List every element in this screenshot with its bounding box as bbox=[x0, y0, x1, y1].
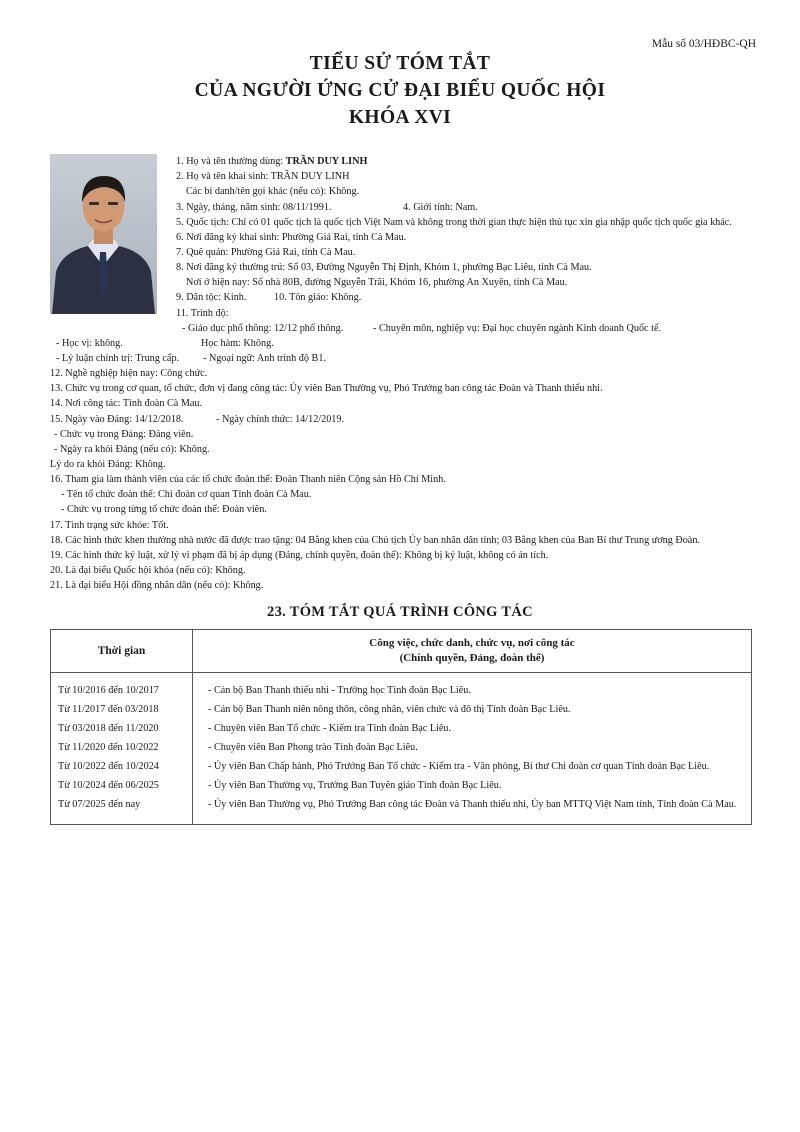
bio-party-leave-reason: Lý do ra khỏi Đảng: Không. bbox=[50, 459, 166, 470]
candidate-photo bbox=[50, 154, 157, 314]
time-entry: Từ 10/2022 đến 10/2024 bbox=[58, 761, 159, 772]
bio-birth-registration: 6. Nơi đăng ký khai sinh: Phường Giá Rai, tỉnh Cà Mau. bbox=[176, 232, 407, 243]
job-entry: - Ủy viên Ban Thường vụ, Trưởng Ban Tuyên giáo Tỉnh đoàn Bạc Liêu. bbox=[208, 780, 502, 791]
bio-hometown: 7. Quê quán: Phường Giá Rai, tỉnh Cà Mau. bbox=[176, 247, 356, 258]
bio-organization-name: - Tên tổ chức đoàn thể: Chi đoàn cơ quan Tỉnh đoàn Cà Mau. bbox=[61, 489, 312, 500]
bio-organizations: 16. Tham gia làm thành viên của các tổ chức đoàn thể: Đoàn Thanh niên Cộng sản Hồ Chí Minh. bbox=[50, 474, 446, 485]
bio-gender: 4. Giới tính: Nam. bbox=[403, 202, 478, 213]
column-header-job-title: Công việc, chức danh, chức vụ, nơi công tác bbox=[369, 637, 575, 649]
bio-aliases: Các bí danh/tên gọi khác (nếu có): Không. bbox=[186, 186, 360, 197]
bio-foreign-language: - Ngoại ngữ: Anh trình độ B1. bbox=[203, 353, 326, 364]
time-entry: Từ 07/2025 đến nay bbox=[58, 799, 141, 810]
bio-discipline: 19. Các hình thức kỷ luật, xử lý vi phạm đã bị áp dụng (Đảng, chính quyền, đoàn thể): Không bị kỷ luật, không có án tích. bbox=[50, 550, 549, 561]
bio-political-theory: - Lý luận chính trị: Trung cấp. bbox=[56, 353, 180, 364]
bio-awards: 18. Các hình thức khen thưởng nhà nước đã được trao tặng: 04 Bằng khen của Chủ tịch Ủy ban nhân dân tỉnh; 03 Bằng khen của Ban Bí thư Trung ương Đoàn. bbox=[50, 535, 700, 546]
title-line-2: CỦA NGƯỜI ỨNG CỬ ĐẠI BIỂU QUỐC HỘI bbox=[194, 80, 606, 101]
title-line-1: TIỂU SỬ TÓM TẮT bbox=[309, 53, 491, 74]
bio-party-join-date: 15. Ngày vào Đảng: 14/12/2018. bbox=[50, 414, 184, 425]
job-list bbox=[193, 673, 751, 824]
job-entry: - Chuyên viên Ban Phong trào Tỉnh đoàn Bạc Liêu. bbox=[208, 742, 418, 753]
bio-nationality: 5. Quốc tịch: Chỉ có 01 quốc tịch là quốc tịch Việt Nam và không trong thời gian thực hiện thủ tục xin gia nhập quốc tịch quốc gia khác. bbox=[176, 217, 732, 228]
bio-ethnicity: 9. Dân tộc: Kinh. bbox=[176, 292, 247, 303]
bio-professional-education: - Chuyên môn, nghiệp vụ: Đại học chuyên ngành Kinh doanh Quốc tế. bbox=[373, 323, 662, 334]
bio-organization-role: - Chức vụ trong từng tổ chức đoàn thể: Đoàn viên. bbox=[61, 504, 267, 515]
bio-occupation: 12. Nghề nghiệp hiện nay: Công chức. bbox=[50, 368, 208, 379]
work-history-table bbox=[50, 629, 752, 825]
bio-party-position: - Chức vụ trong Đảng: Đảng viên. bbox=[54, 429, 194, 440]
time-list bbox=[51, 673, 192, 824]
bio-academic-title: Học hàm: Không. bbox=[201, 338, 274, 349]
bio-council-deputy: 21. Là đại biểu Hội đồng nhân dân (nếu có): Không. bbox=[50, 580, 264, 591]
job-column bbox=[193, 673, 752, 825]
job-entry: - Cán bộ Ban Thanh niên nông thôn, công nhân, viên chức và đô thị Tỉnh đoàn Bạc Liêu. bbox=[208, 704, 571, 715]
bio-party-leave-date: - Ngày ra khỏi Đảng (nếu có): Không. bbox=[54, 444, 210, 455]
time-entry: Từ 11/2020 đến 10/2022 bbox=[58, 742, 159, 753]
bio-common-name: 1. Họ và tên thường dùng: TRẦN DUY LINH bbox=[176, 156, 368, 167]
title-line-3: KHÓA XVI bbox=[348, 107, 452, 128]
work-history-title: 23. TÓM TẮT QUÁ TRÌNH CÔNG TÁC bbox=[267, 604, 533, 620]
column-header-time: Thời gian bbox=[51, 630, 193, 673]
bio-degree: - Học vị: không. bbox=[56, 338, 123, 349]
time-column bbox=[51, 673, 193, 825]
bio-birth-date: 3. Ngày, tháng, năm sinh: 08/11/1991. bbox=[176, 202, 332, 213]
bio-position: 13. Chức vụ trong cơ quan, tổ chức, đơn vị đang công tác: Ủy viên Ban Thường vụ, Phó Trưởng ban công tác Đoàn và Thanh thiếu nhi. bbox=[50, 383, 603, 394]
bio-health: 17. Tình trạng sức khỏe: Tốt. bbox=[50, 520, 169, 531]
bio-birth-name: 2. Họ và tên khai sinh: TRẦN DUY LINH bbox=[176, 171, 350, 182]
bio-party-official-date: - Ngày chính thức: 14/12/2019. bbox=[216, 414, 345, 425]
job-entry: - Ủy viên Ban Thường vụ, Phó Trưởng Ban công tác Đoàn và Thanh thiếu nhi, Ủy ban MTTQ Việt Nam tỉnh, Tỉnh đoàn Cà Mau. bbox=[208, 799, 737, 810]
time-entry: Từ 10/2016 đến 10/2017 bbox=[58, 685, 159, 696]
column-header-job bbox=[193, 630, 752, 673]
time-entry: Từ 10/2024 đến 06/2025 bbox=[58, 780, 159, 791]
job-entry: - Ủy viên Ban Chấp hành, Phó Trưởng Ban Tổ chức - Kiểm tra - Văn phòng, Bí thư Chi đoàn cơ quan Tỉnh đoàn Bạc Liêu. bbox=[208, 761, 710, 772]
table-body-row bbox=[51, 673, 752, 825]
time-entry: Từ 11/2017 đến 03/2018 bbox=[58, 704, 159, 715]
column-header-job-subtitle: (Chính quyền, Đảng, đoàn thể) bbox=[399, 652, 545, 664]
bio-workplace: 14. Nơi công tác: Tỉnh đoàn Cà Mau. bbox=[50, 398, 203, 409]
job-entry: - Cán bộ Ban Thanh thiếu nhi - Trường học Tỉnh đoàn Bạc Liêu. bbox=[208, 685, 471, 696]
time-entry: Từ 03/2018 đến 11/2020 bbox=[58, 723, 159, 734]
bio-current-address: Nơi ở hiện nay: Số nhà 80B, đường Nguyễn Trãi, Khóm 16, phường An Xuyên, tỉnh Cà Mau. bbox=[186, 277, 568, 288]
table-header-row bbox=[51, 630, 752, 673]
bio-education-heading: 11. Trình độ: bbox=[176, 308, 229, 319]
job-entry: - Chuyên viên Ban Tổ chức - Kiểm tra Tỉnh đoàn Bạc Liêu. bbox=[208, 723, 452, 734]
bio-general-education: - Giáo dục phổ thông: 12/12 phổ thông. bbox=[182, 323, 344, 334]
bio-religion: 10. Tôn giáo: Không. bbox=[274, 292, 362, 303]
form-number: Mẫu số 03/HĐBC-QH bbox=[651, 38, 756, 50]
bio-permanent-address: 8. Nơi đăng ký thường trú: Số 03, Đường Nguyễn Thị Định, Khóm 1, phường Bạc Liêu, tỉnh Cà Mau. bbox=[176, 262, 592, 273]
bio-na-deputy: 20. Là đại biểu Quốc hội khóa (nếu có): Không. bbox=[50, 565, 246, 576]
